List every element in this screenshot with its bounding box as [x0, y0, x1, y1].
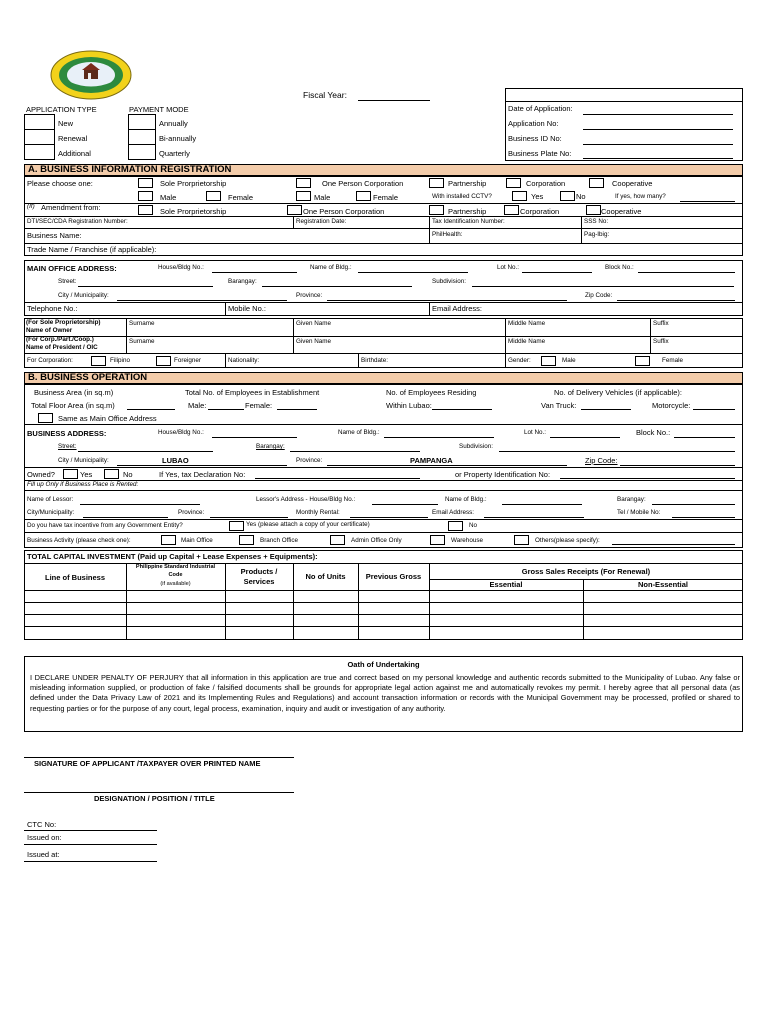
designation-label: DESIGNATION / POSITION / TITLE	[94, 794, 215, 803]
incentive-yes-label: Yes (please attach a copy of your certificate)	[246, 521, 370, 528]
employees-residing-label: No. of Employees Residing	[386, 388, 477, 397]
mo-zip-label: Zip Code:	[585, 292, 613, 299]
products-header-1: Products /	[240, 567, 278, 576]
cctv-label: With installed CCTV?	[432, 193, 492, 200]
birthdate-label: Birthdate:	[361, 357, 388, 364]
cctv-yes-label: Yes	[531, 192, 544, 201]
ba-barangay-label: Barangay:	[256, 443, 285, 450]
date-of-application-field[interactable]	[583, 114, 733, 115]
business-address-label: BUSINESS ADDRESS:	[27, 429, 107, 438]
issued-on-field[interactable]	[24, 844, 157, 845]
fiscal-year-field[interactable]	[358, 100, 430, 101]
activity-main-label: Main Office	[181, 537, 213, 544]
president-suffix-label: Suffix	[653, 338, 669, 345]
president-given-label: Given Name	[296, 338, 331, 345]
mo-block-label: Block No.:	[605, 264, 634, 271]
payment-bi-annually: Bi-annually	[159, 134, 197, 143]
units-header: No of Units	[305, 572, 346, 581]
amend-opc-label: One Person Corporation	[303, 207, 385, 216]
ba-street-label: Street:	[58, 443, 77, 450]
owned-label: Owned?	[27, 470, 55, 479]
please-choose-label: Please choose one:	[27, 179, 93, 188]
business-activity-label: Business Activity (please check one):	[27, 537, 131, 544]
table-row[interactable]	[24, 602, 743, 603]
van-truck-label: Van Truck:	[541, 401, 577, 410]
lessor-email-label: Email Address:	[432, 509, 474, 516]
owned-yes-label: Yes	[80, 470, 93, 479]
lessor-barangay-label: Barangay:	[617, 496, 646, 503]
amend-sole-checkbox[interactable]	[138, 205, 153, 215]
activity-branch-label: Branch Office	[260, 537, 299, 544]
activity-warehouse-checkbox[interactable]	[430, 535, 445, 545]
nationality-label: Nationality:	[228, 357, 260, 364]
owner-label-1: (For Sole Proprietorship)	[26, 319, 101, 326]
opc-female-label: Female	[373, 193, 399, 202]
cctv-yes-checkbox[interactable]	[512, 191, 527, 201]
amend-cooperative-checkbox[interactable]	[586, 205, 601, 215]
gender-male-checkbox[interactable]	[541, 356, 556, 366]
owner-label-2: Name of Owner	[26, 327, 73, 334]
floor-area-label: Total Floor Area (in sq.m)	[31, 401, 115, 410]
main-office-label: MAIN OFFICE ADDRESS:	[27, 264, 117, 273]
business-id-label: Business ID No:	[508, 134, 562, 143]
ba-block-label: Block No.:	[636, 428, 671, 437]
activity-main-checkbox[interactable]	[161, 535, 176, 545]
business-plate-field[interactable]	[583, 158, 733, 159]
gender-female-label: Female	[662, 357, 683, 364]
gross-sales-header: Gross Sales Receipts (For Renewal)	[521, 567, 651, 576]
total-employees-label: Total No. of Employees in Establishment	[185, 388, 320, 397]
incentive-no-label: No	[469, 522, 478, 529]
cctv-no-label: No	[576, 192, 586, 201]
lessor-address-label: Lessor's Address - House/Bldg No.:	[256, 496, 356, 503]
line-of-business-header: Line of Business	[44, 573, 105, 582]
filipino-label: Filipino	[110, 357, 130, 364]
cooperative-label: Cooperative	[612, 179, 653, 188]
payment-quarterly: Quarterly	[159, 149, 190, 158]
ctc-label: CTC No:	[27, 820, 57, 829]
issued-at-label: Issued at:	[27, 850, 60, 859]
ba-lot-label: Lot No.:	[524, 429, 547, 436]
opc-checkbox[interactable]	[296, 178, 311, 188]
same-as-main-checkbox[interactable]	[38, 413, 53, 423]
tax-incentive-label: Do you have tax incentive from any Government Entity?	[27, 522, 183, 529]
lessor-city-label: City/Municipality:	[27, 509, 75, 516]
corporation-label: Corporation	[526, 179, 566, 188]
ba-province-value: PAMPANGA	[410, 456, 453, 465]
amend-partnership-label: Partnership	[448, 207, 487, 216]
mo-lot-label: Lot No.:	[497, 264, 520, 271]
ba-house-label: House/Bldg No.:	[158, 429, 204, 436]
mo-subdivision-label: Subdivision:	[432, 278, 466, 285]
sss-label: SSS No:	[584, 218, 609, 225]
amend-cooperative-label: Cooperative	[601, 207, 642, 216]
psic-header-3: (if available)	[160, 581, 191, 587]
mo-barangay-label: Barangay:	[228, 278, 257, 285]
owner-suffix-label: Suffix	[653, 320, 669, 327]
tax-declaration-label: If Yes, tax Declaration No:	[159, 470, 246, 479]
opc-male-label: Male	[314, 193, 331, 202]
foreigner-label: Foreigner	[174, 357, 201, 364]
fiscal-year-label: Fiscal Year:	[303, 90, 347, 100]
incentive-no-checkbox[interactable]	[448, 521, 463, 531]
monthly-rental-label: Monthly Rental:	[296, 509, 340, 516]
motorcycle-label: Motorcycle:	[652, 401, 691, 410]
section-b-header: B. BUSINESS OPERATION	[24, 372, 743, 384]
activity-admin-label: Admin Office Only	[351, 537, 402, 544]
designation-line[interactable]	[24, 792, 294, 793]
president-surname-label: Surname	[129, 338, 155, 345]
reg-date-label: Registration Date:	[296, 218, 347, 225]
activity-others-checkbox[interactable]	[514, 535, 529, 545]
amend-partnership-checkbox[interactable]	[429, 205, 444, 215]
issued-at-field[interactable]	[24, 861, 157, 862]
activity-admin-checkbox[interactable]	[330, 535, 345, 545]
opc-male-checkbox[interactable]	[296, 191, 311, 201]
corporation-checkbox[interactable]	[506, 178, 521, 188]
president-middle-label: Middle Name	[508, 338, 546, 345]
emp-male-label: Male:	[188, 401, 207, 410]
app-type-additional: Additional	[58, 149, 91, 158]
owner-male-label: Male	[160, 193, 177, 202]
cctv-no-checkbox[interactable]	[560, 191, 575, 201]
sole-label: Sole Prorprietorship	[160, 179, 227, 188]
payment-mode-checkboxes[interactable]	[128, 114, 156, 160]
business-id-field[interactable]	[583, 144, 733, 145]
for-corp-label: For Corporation:	[27, 357, 73, 364]
ctc-field[interactable]	[24, 830, 157, 831]
amendment-label: Amendment from:	[41, 203, 101, 212]
oath-text: I DECLARE UNDER PENALTY OF PERJURY that all information in this application are true and correct based on my personal knowledge and authentic records submitted to the Municipality of Lubao. Any false or misleading information supplied, or production of fake / falsified documents shall be grounds for appropriate legal action against me and automatically revokes my permit. I hereby agree that all personal data (as defined under the Data Privacy Law of 2021 and its Implementing Rules and Regulations) and account transaction information or records with the Municipal Government may be processed, profiled or shared to requesting parties or for the purpose of any court, legal process, examination, inquiry and audit or investigation of any authority.	[30, 673, 740, 713]
application-no-label: Application No:	[508, 119, 559, 128]
mo-province-label: Province:	[296, 292, 323, 299]
payment-mode-label: PAYMENT MODE	[129, 105, 189, 114]
application-type-label: APPLICATION TYPE	[26, 105, 97, 114]
psic-header-2: Code	[168, 572, 183, 578]
lessor-name-label: Name of Lessor:	[27, 496, 74, 503]
how-many-label: If yes, how many?	[615, 193, 666, 200]
ba-city-label: City / Municipality:	[58, 457, 109, 464]
issued-on-label: Issued on:	[27, 833, 62, 842]
president-label-2: Name of President / OIC	[26, 344, 98, 351]
application-no-field[interactable]	[583, 129, 733, 130]
app-type-new: New	[58, 119, 74, 128]
signature-line[interactable]	[24, 757, 294, 758]
mobile-label: Mobile No.:	[228, 304, 266, 313]
payment-annually: Annually	[159, 119, 188, 128]
business-plate-label: Business Plate No:	[508, 149, 572, 158]
foreigner-checkbox[interactable]	[156, 356, 171, 366]
dti-label: DTI/SEC/CDA Registration Number:	[27, 218, 128, 225]
activity-warehouse-label: Warehouse	[451, 537, 483, 544]
owner-male-checkbox[interactable]	[138, 191, 153, 201]
non-essential-header: Non-Essential	[637, 580, 688, 589]
filipino-checkbox[interactable]	[91, 356, 106, 366]
essential-header: Essential	[489, 580, 523, 589]
amendment-prefix: (If)	[27, 203, 35, 210]
mo-bldg-label: Name of Bldg.:	[310, 264, 352, 271]
owned-yes-checkbox[interactable]	[63, 469, 78, 479]
table-row[interactable]	[24, 614, 743, 615]
lessor-tel-label: Tel / Mobile No:	[617, 509, 661, 516]
amend-corporation-label: Corporation	[520, 207, 560, 216]
amend-opc-checkbox[interactable]	[287, 205, 302, 215]
philhealth-label: PhilHealth:	[432, 231, 463, 238]
trade-name-label: Trade Name / Franchise (if applicable):	[27, 245, 157, 254]
previous-gross-header: Previous Gross	[365, 572, 422, 581]
application-type-checkboxes[interactable]	[24, 114, 55, 160]
ba-subdivision-label: Subdivision:	[459, 443, 493, 450]
email-label: Email Address:	[432, 304, 483, 313]
signature-label: SIGNATURE OF APPLICANT /TAXPAYER OVER PRINTED NAME	[34, 759, 261, 768]
ba-province-label: Province:	[296, 457, 323, 464]
date-of-application-label: Date of Application:	[508, 104, 573, 113]
business-name-label: Business Name:	[27, 231, 82, 240]
oath-title: Oath of Undertaking	[347, 660, 420, 669]
pagibig-label: Pag-Ibig:	[584, 231, 610, 238]
partnership-checkbox[interactable]	[429, 178, 444, 188]
lessor-bldg-label: Name of Bldg.:	[445, 496, 487, 503]
property-id-label: or Property Identification No:	[455, 470, 551, 479]
owned-no-checkbox[interactable]	[104, 469, 119, 479]
how-many-field[interactable]	[680, 201, 735, 202]
tin-label: Tax Identification Number:	[432, 218, 505, 225]
sole-checkbox[interactable]	[138, 178, 153, 188]
owner-given-label: Given Name	[296, 320, 331, 327]
mo-house-label: House/Bldg No.:	[158, 264, 204, 271]
mo-street-label: Street:	[58, 278, 77, 285]
president-label-1: (For Corp./Part./Coop.)	[26, 336, 94, 343]
total-capital-label: TOTAL CAPITAL INVESTMENT (Paid up Capital + Lease Expenses + Equipments):	[27, 552, 318, 561]
owned-no-label: No	[123, 470, 133, 479]
owner-female-label: Female	[228, 193, 254, 202]
ba-zip-label: Zip Code:	[585, 456, 618, 465]
lessor-province-label: Province:	[178, 509, 205, 516]
amend-sole-label: Sole Prorprietorship	[160, 207, 227, 216]
ba-bldg-label: Name of Bldg.:	[338, 429, 380, 436]
gender-male-label: Male	[562, 357, 576, 364]
telephone-label: Telephone No.:	[27, 304, 78, 313]
delivery-vehicles-label: No. of Delivery Vehicles (if applicable):	[554, 388, 682, 397]
within-lubao-label: Within Lubao:	[386, 401, 432, 410]
main-office-block	[24, 260, 743, 316]
cooperative-checkbox[interactable]	[589, 178, 604, 188]
owner-female-checkbox[interactable]	[206, 191, 221, 201]
business-area-label: Business Area (in sq.m)	[34, 388, 114, 397]
section-a-header: A. BUSINESS INFORMATION REGISTRATION	[24, 164, 743, 176]
opc-female-checkbox[interactable]	[356, 191, 371, 201]
activity-others-label: Others(please specify):	[535, 537, 600, 544]
partnership-label: Partnership	[448, 179, 487, 188]
app-type-renewal: Renewal	[58, 134, 88, 143]
incentive-yes-checkbox[interactable]	[229, 521, 244, 531]
amend-corporation-checkbox[interactable]	[504, 205, 519, 215]
emp-female-label: Female:	[245, 401, 273, 410]
activity-branch-checkbox[interactable]	[239, 535, 254, 545]
table-row[interactable]	[24, 626, 743, 627]
psic-header-1: Philippine Standard Industrial	[135, 564, 216, 570]
municipal-seal	[50, 50, 132, 100]
opc-label: One Person Corporation	[322, 179, 404, 188]
products-header-2: Services	[243, 577, 275, 586]
gender-label: Gender:	[508, 357, 531, 364]
owner-surname-label: Surname	[129, 320, 155, 327]
fill-up-rented-label: Fill up Only if Business Place is Rented:	[27, 481, 139, 488]
ba-city-value: LUBAO	[162, 456, 189, 465]
gender-female-checkbox[interactable]	[635, 356, 650, 366]
owner-middle-label: Middle Name	[508, 320, 546, 327]
mo-city-label: City / Municipality:	[58, 292, 109, 299]
same-as-main-label: Same as Main Office Address	[58, 414, 157, 423]
